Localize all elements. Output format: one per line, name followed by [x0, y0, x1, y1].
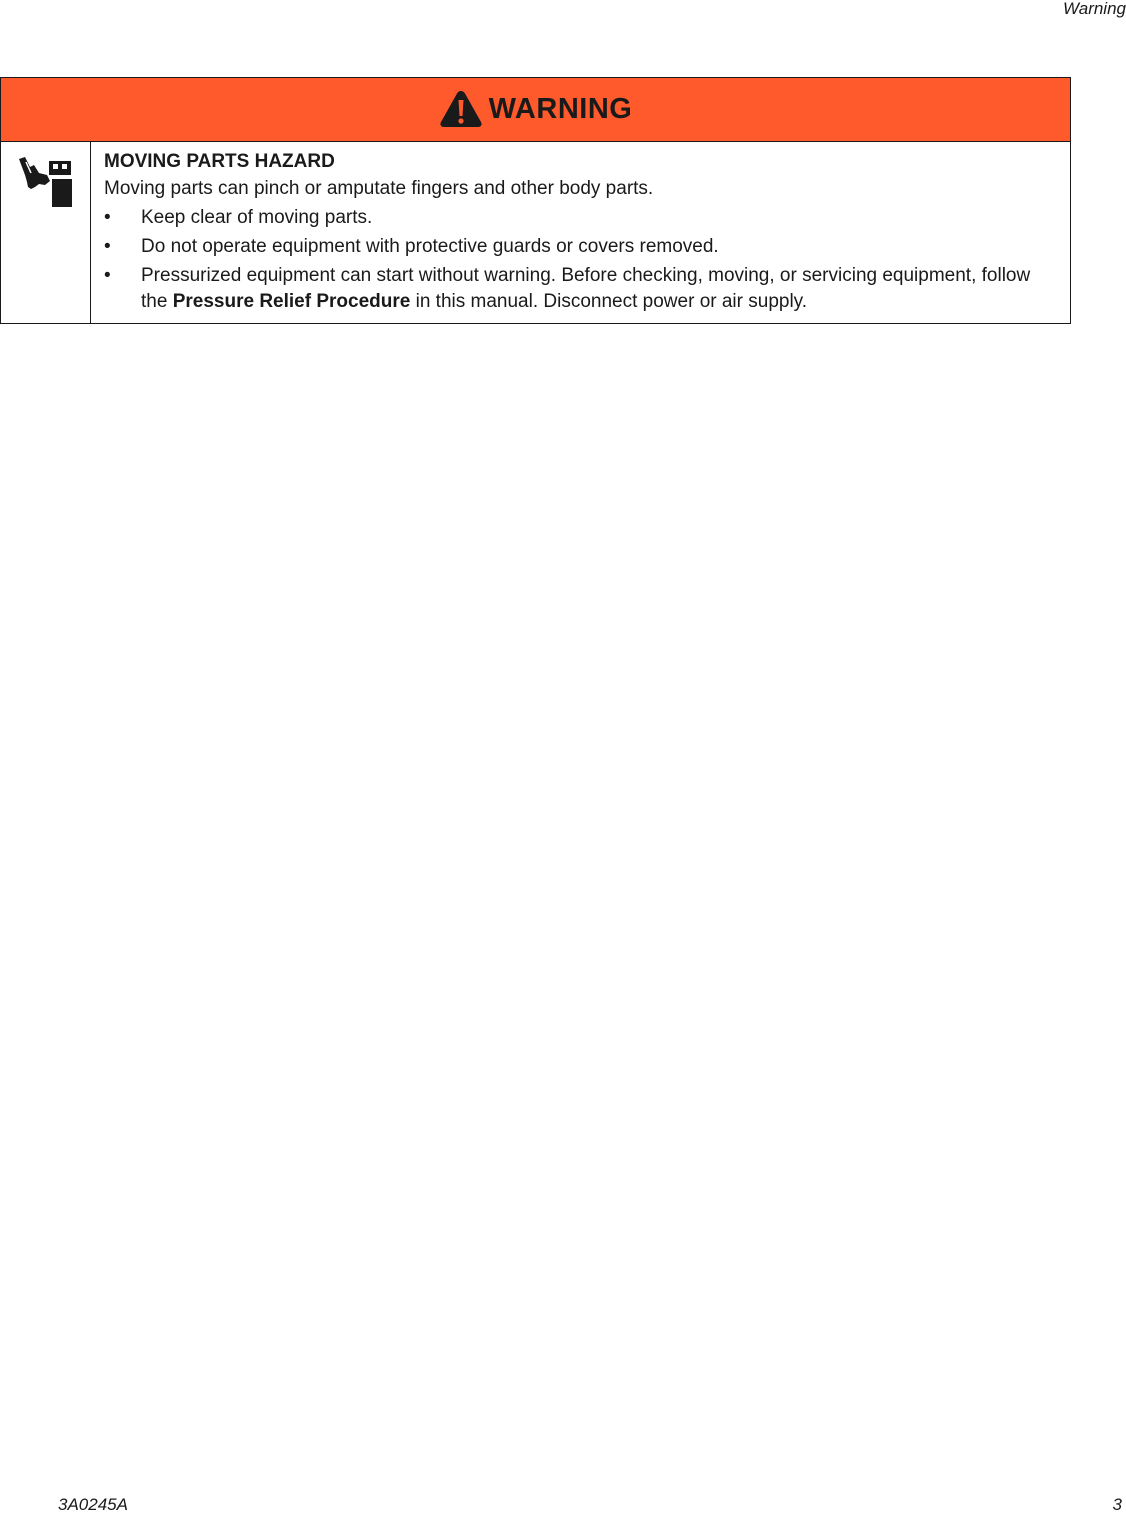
list-item: [104, 234, 1058, 260]
document-number: 3A0245A: [58, 1495, 128, 1514]
list-item: [104, 205, 1058, 231]
list-item-text-after: in this manual. Disconnect power or air supply.: [410, 291, 808, 312]
bullet: •: [104, 236, 111, 257]
list-item-text: Keep clear of moving parts.: [141, 207, 373, 228]
moving-parts-hazard-icon: [17, 153, 75, 209]
hazard-row: [1, 142, 1070, 323]
hazard-text-cell: [91, 142, 1070, 323]
hazard-list: [104, 205, 1058, 315]
warning-header: [1, 78, 1070, 142]
hazard-symbol-cell: [1, 142, 91, 323]
bullet: •: [104, 265, 111, 286]
list-item-text-before: Pressurized equipment can start without warning. Before checking, moving, or servicing equipment, follow the: [141, 265, 1031, 312]
list-item-text: Do not operate equipment with protective guards or covers removed.: [141, 236, 719, 257]
alert-triangle-icon: [439, 89, 483, 129]
warning-table: [0, 77, 1071, 324]
page-number: 3: [1112, 1495, 1122, 1514]
procedure-reference: Pressure Relief Procedure: [172, 291, 411, 312]
warning-title: WARNING: [488, 93, 633, 125]
hazard-title: MOVING PARTS HAZARD: [104, 151, 335, 172]
list-item: [104, 263, 1058, 315]
bullet: •: [104, 207, 111, 228]
hazard-description: Moving parts can pinch or amputate fingers and other body parts.: [104, 178, 654, 199]
running-header: Warning: [1063, 0, 1126, 18]
